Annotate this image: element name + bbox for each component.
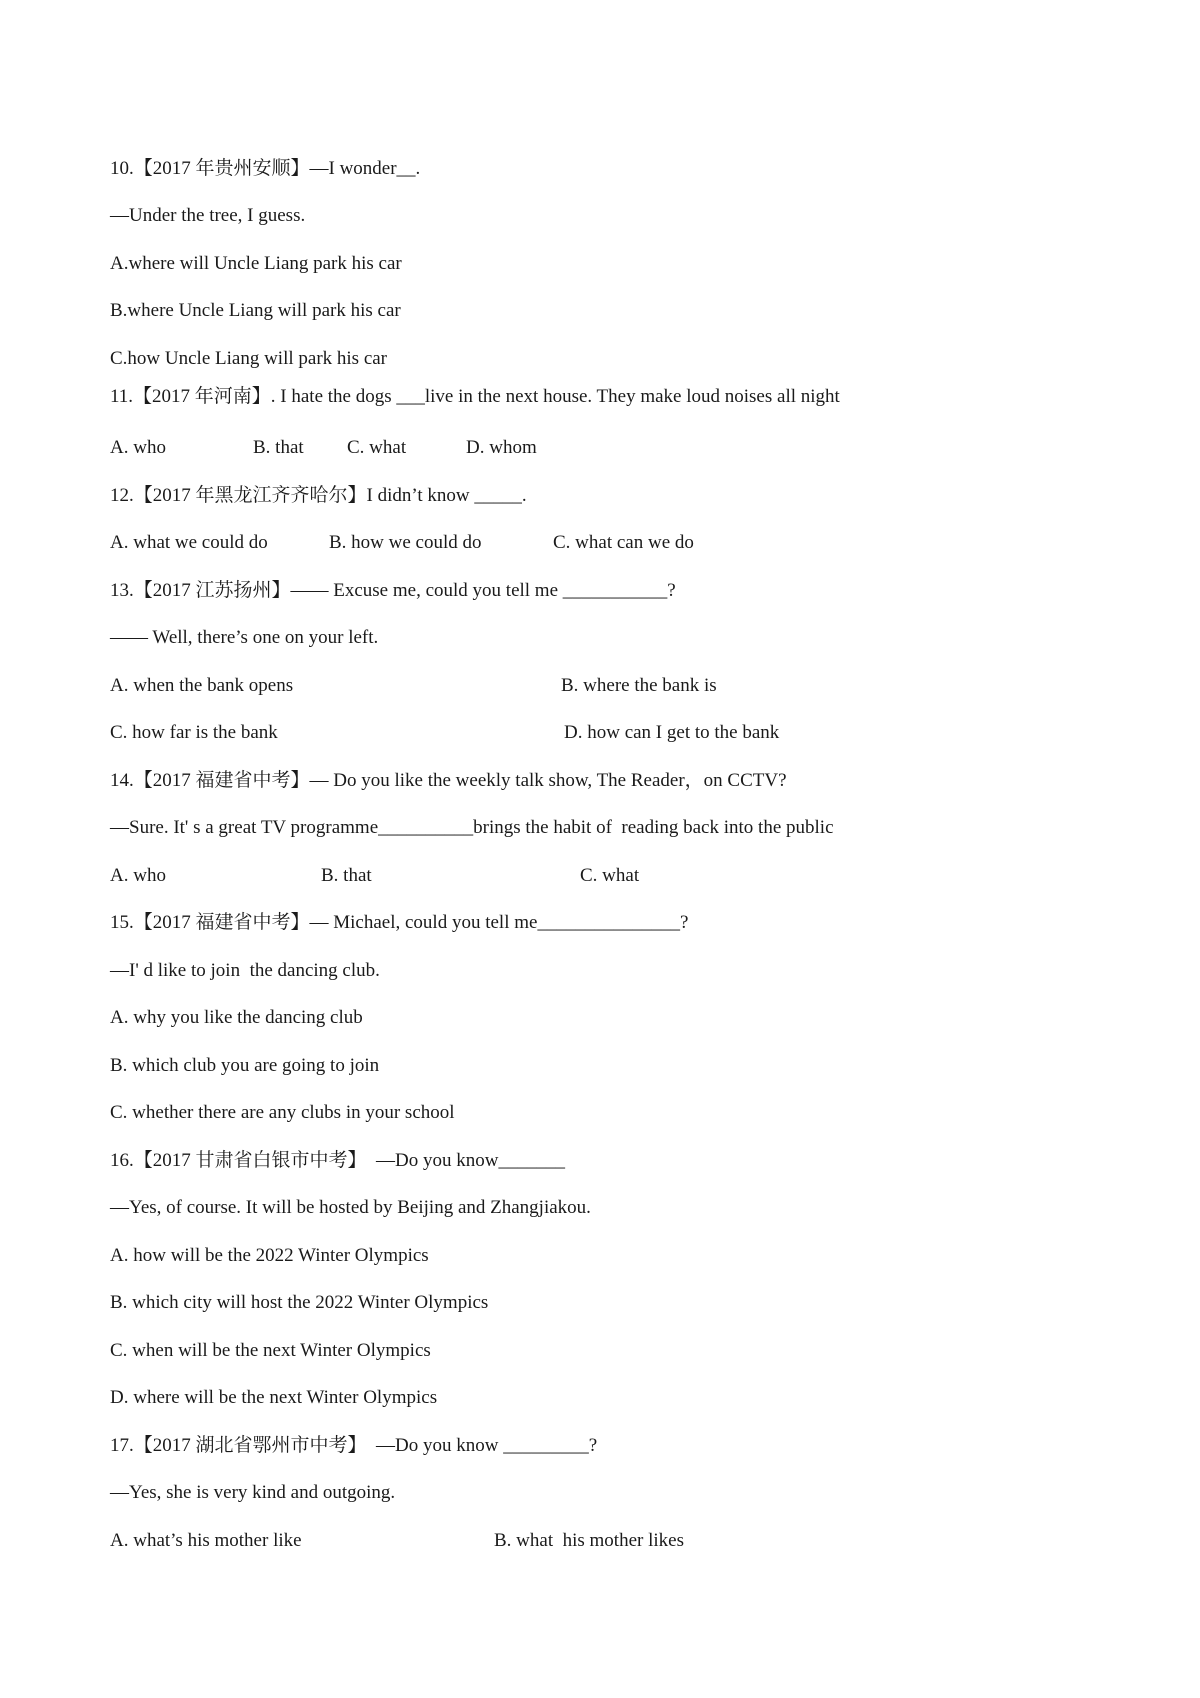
q11-option-c: C. what bbox=[347, 437, 407, 458]
q13-option-a: A. when the bank opens bbox=[110, 675, 294, 696]
q13-option-b: B. where the bank is bbox=[561, 675, 717, 696]
q13-stem: 13.【2017 江苏扬州】—— Excuse me, could you tell me ___________? bbox=[110, 580, 676, 601]
q16-option-d: D. where will be the next Winter Olympics bbox=[110, 1387, 438, 1408]
q15-stem: 15.【2017 福建省中考】— Michael, could you tell me_______________? bbox=[110, 912, 689, 933]
q12-option-a: A. what we could do bbox=[110, 532, 268, 553]
q16-option-a: A. how will be the 2022 Winter Olympics bbox=[110, 1245, 429, 1266]
q10-option-c: C.how Uncle Liang will park his car bbox=[110, 348, 388, 369]
q16-reply: —Yes, of course. It will be hosted by Beijing and Zhangjiakou. bbox=[110, 1197, 591, 1218]
q15-option-c: C. whether there are any clubs in your school bbox=[110, 1102, 455, 1123]
q15-option-a: A. why you like the dancing club bbox=[110, 1007, 363, 1028]
q13-option-d: D. how can I get to the bank bbox=[564, 722, 780, 743]
q14-option-c: C. what bbox=[580, 865, 640, 886]
q10-stem: 10.【2017 年贵州安顺】—I wonder__. bbox=[110, 158, 421, 179]
q14-option-a: A. who bbox=[110, 865, 166, 886]
q12-stem: 12.【2017 年黑龙江齐齐哈尔】I didn’t know _____. bbox=[110, 485, 527, 506]
q12-option-c: C. what can we do bbox=[553, 532, 694, 553]
q10-option-a: A.where will Uncle Liang park his car bbox=[110, 253, 402, 274]
q11-option-b: B. that bbox=[253, 437, 304, 458]
q17-option-b: B. what his mother likes bbox=[494, 1530, 684, 1551]
q10-reply: —Under the tree, I guess. bbox=[110, 205, 306, 226]
q14-stem: 14.【2017 福建省中考】— Do you like the weekly talk show, The Reader，on CCTV? bbox=[110, 770, 787, 791]
q11-option-d: D. whom bbox=[466, 437, 537, 458]
q17-reply: —Yes, she is very kind and outgoing. bbox=[110, 1482, 396, 1503]
q17-stem: 17.【2017 湖北省鄂州市中考】 —Do you know _________? bbox=[110, 1435, 598, 1456]
q10-option-b: B.where Uncle Liang will park his car bbox=[110, 300, 401, 321]
q14-reply: —Sure. It' s a great TV programme__________brings the habit of reading back into the public bbox=[110, 817, 834, 838]
q12-option-b: B. how we could do bbox=[329, 532, 482, 553]
q14-option-b: B. that bbox=[321, 865, 372, 886]
q16-option-c: C. when will be the next Winter Olympics bbox=[110, 1340, 431, 1361]
q11-option-a: A. who bbox=[110, 437, 166, 458]
q16-option-b: B. which city will host the 2022 Winter Olympics bbox=[110, 1292, 489, 1313]
q15-option-b: B. which club you are going to join bbox=[110, 1055, 380, 1076]
q16-stem: 16.【2017 甘肃省白银市中考】 —Do you know_______ bbox=[110, 1150, 565, 1171]
q15-reply: —I' d like to join the dancing club. bbox=[110, 960, 380, 981]
q17-option-a: A. what’s his mother like bbox=[110, 1530, 302, 1551]
q13-reply: —— Well, there’s one on your left. bbox=[110, 627, 379, 648]
q11-stem: 11.【2017 年河南】. I hate the dogs ___live in the next house. They make loud noises all night bbox=[110, 386, 840, 407]
q13-option-c: C. how far is the bank bbox=[110, 722, 278, 743]
